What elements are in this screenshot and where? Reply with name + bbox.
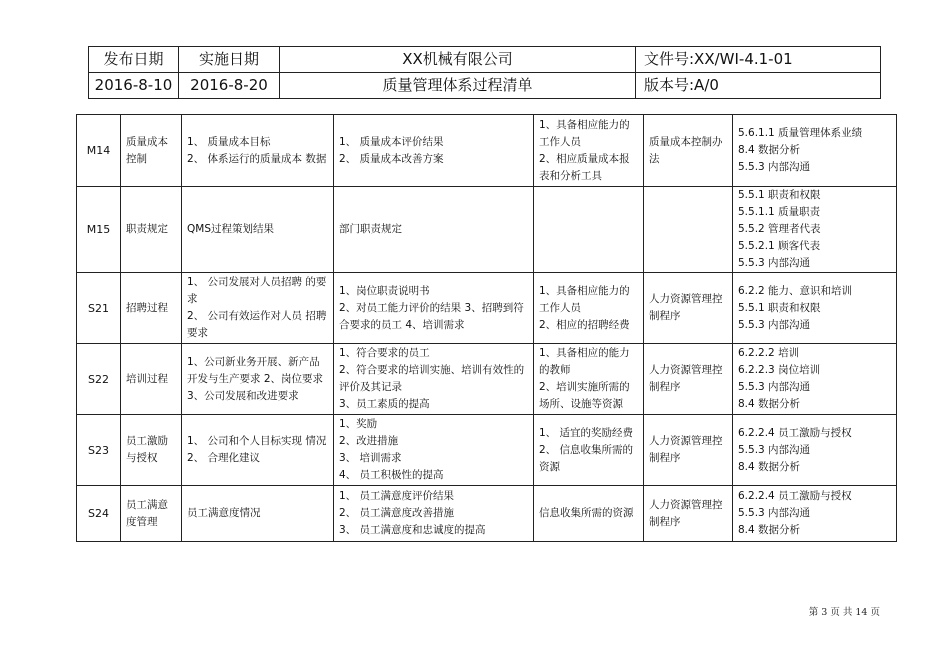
standard-clauses-line: 5.5.3 内部沟通 (738, 381, 811, 393)
standard-clauses-line: 5.5.1 职责和权限 (738, 301, 821, 314)
process-table (76, 114, 897, 542)
process-output-line: 3、 员工满意度和忠诚度的提高 (339, 524, 486, 536)
process-input-line: 3、公司发展和改进要求 (187, 389, 299, 402)
process-resources (534, 415, 644, 486)
process-code: M14 (77, 115, 121, 187)
standard-clauses-line: 5.5.1.1 质量职责 (738, 206, 821, 218)
process-input (182, 115, 334, 187)
process-resources-line: 2、 信息收集所需的资源 (539, 443, 634, 473)
table-row (77, 115, 897, 187)
standard-clauses-line: 5.5.3 内部沟通 (738, 443, 811, 456)
standard-clauses-line: 8.4 数据分析 (738, 144, 801, 156)
process-code: M15 (77, 187, 121, 273)
process-input (182, 415, 334, 486)
effective-date: 2016-8-20 (179, 73, 280, 99)
process-output-line: 1、奖励 (339, 418, 378, 430)
standard-clauses-line: 8.4 数据分析 (738, 398, 801, 410)
process-resources (534, 344, 644, 415)
process-input-line: 2、 合理化建议 (187, 452, 261, 464)
table-row (77, 273, 897, 344)
process-procedure-line: 质量成本控制办法 (649, 135, 723, 165)
process-resources-line: 2、培训实施所需的场所、设施等资源 (539, 381, 630, 410)
process-name: 员工满意度管理 (121, 486, 182, 542)
company-name: XX机械有限公司 (280, 47, 636, 73)
process-resources (534, 187, 644, 273)
page-number: 第 3 页 共 14 页 (808, 607, 880, 618)
process-output-line: 2、 员工满意度改善措施 (339, 507, 455, 519)
process-output-line: 4、 员工积极性的提高 (339, 469, 444, 481)
process-output (334, 273, 534, 344)
issue-date: 2016-8-10 (89, 73, 179, 99)
process-output (334, 115, 534, 187)
standard-clauses-line: 6.2.2.4 员工激励与授权 (738, 490, 852, 502)
standard-clauses-line: 6.2.2.2 培训 (738, 347, 800, 359)
process-output (334, 415, 534, 486)
standard-clauses (733, 273, 897, 344)
process-input-line: 1、 公司发展对人员招聘 的要求 (187, 276, 327, 305)
process-output-line: 部门职责规定 (339, 223, 402, 235)
process-output (334, 486, 534, 542)
standard-clauses-line: 8.4 数据分析 (738, 524, 801, 536)
process-resources (534, 486, 644, 542)
standard-clauses (733, 486, 897, 542)
process-resources-line: 1、具备相应的能力的教师 (539, 347, 630, 376)
standard-clauses-line: 5.5.3 内部沟通 (738, 257, 811, 269)
standard-clauses-line: 6.2.2.4 员工激励与授权 (738, 426, 852, 439)
standard-clauses-line: 5.6.1.1 质量管理体系业绩 (738, 127, 863, 139)
process-output-line: 3、 培训需求 (339, 452, 402, 464)
process-output-line: 2、 质量成本改善方案 (339, 152, 444, 165)
process-procedure (644, 415, 733, 486)
standard-clauses-line: 5.5.2 管理者代表 (738, 223, 821, 235)
process-output-line: 1、 质量成本评价结果 (339, 135, 444, 148)
document-header (88, 46, 881, 99)
process-input-line: 1、 公司和个人目标实现 情况 (187, 435, 327, 447)
standard-clauses-line: 5.5.1 职责和权限 (738, 189, 821, 201)
standard-clauses-line: 5.5.3 内部沟通 (738, 507, 811, 519)
process-resources (534, 115, 644, 187)
process-code: S21 (77, 273, 121, 344)
process-output (334, 344, 534, 415)
process-procedure (644, 344, 733, 415)
process-input-line: 1、 质量成本目标 (187, 135, 271, 148)
standard-clauses-line: 6.2.2 能力、意识和培训 (738, 284, 853, 297)
table-row (77, 187, 897, 273)
issue-date-label: 发布日期 (89, 47, 179, 73)
process-input (182, 187, 334, 273)
process-resources (534, 273, 644, 344)
standard-clauses (733, 115, 897, 187)
standard-clauses-line: 6.2.2.3 岗位培训 (738, 364, 821, 376)
process-input-line: 2、 体系运行的质量成本 数据 (187, 152, 327, 165)
standard-clauses-line: 5.5.3 内部沟通 (738, 318, 811, 331)
process-output-line: 1、符合要求的员工 (339, 347, 430, 359)
process-procedure (644, 187, 733, 273)
process-output-line: 2、符合要求的培训实施、培训有效性的评价及其记录 (339, 364, 525, 393)
standard-clauses-line: 5.5.3 内部沟通 (738, 161, 811, 173)
process-name: 培训过程 (121, 344, 182, 415)
effective-date-label: 实施日期 (179, 47, 280, 73)
process-code: S24 (77, 486, 121, 542)
process-name: 质量成本控制 (121, 115, 182, 187)
table-row (77, 344, 897, 415)
process-procedure-line: 人力资源管理控制程序 (649, 293, 723, 322)
process-procedure-line: 人力资源管理控制程序 (649, 498, 723, 528)
process-resources-line: 1、具备相应能力的工作人员 (539, 284, 630, 314)
process-procedure-line: 人力资源管理控制程序 (649, 435, 723, 464)
process-input (182, 486, 334, 542)
process-resources-line: 1、具备相应能力的工作人员 (539, 118, 630, 148)
process-output-line: 1、岗位职责说明书 (339, 284, 430, 297)
process-input (182, 273, 334, 344)
process-name: 员工激励与授权 (121, 415, 182, 486)
process-output (334, 187, 534, 273)
process-procedure (644, 273, 733, 344)
process-code: S22 (77, 344, 121, 415)
process-input-line: QMS过程策划结果 (187, 223, 274, 235)
process-procedure (644, 486, 733, 542)
process-resources-line: 2、相应质量成本报表和分析工具 (539, 152, 630, 182)
standard-clauses (733, 187, 897, 273)
process-output-line: 1、 员工满意度评价结果 (339, 490, 455, 502)
process-input-line: 员工满意度情况 (187, 507, 261, 519)
process-output-line: 2、对员工能力评价的结果 3、招聘到符合要求的员工 4、培训需求 (339, 301, 524, 331)
version-number: 版本号:A/0 (636, 73, 881, 99)
standard-clauses (733, 415, 897, 486)
standard-clauses (733, 344, 897, 415)
document-title: 质量管理体系过程清单 (280, 73, 636, 99)
process-name: 职责规定 (121, 187, 182, 273)
process-output-line: 3、员工素质的提高 (339, 398, 430, 410)
process-code: S23 (77, 415, 121, 486)
process-output-line: 2、改进措施 (339, 435, 399, 447)
header-row-1 (89, 47, 881, 73)
process-resources-line: 信息收集所需的资源 (539, 507, 634, 519)
header-row-2 (89, 73, 881, 99)
process-procedure-line: 人力资源管理控制程序 (649, 364, 723, 393)
standard-clauses-line: 5.5.2.1 顾客代表 (738, 240, 821, 252)
process-name: 招聘过程 (121, 273, 182, 344)
document-number: 文件号:XX/WI-4.1-01 (636, 47, 881, 73)
process-resources-line: 1、 适宜的奖励经费 (539, 426, 634, 439)
table-row (77, 415, 897, 486)
process-input-line: 2、 公司有效运作对人员 招聘要求 (187, 310, 327, 339)
process-input (182, 344, 334, 415)
table-row (77, 486, 897, 542)
process-procedure (644, 115, 733, 187)
standard-clauses-line: 8.4 数据分析 (738, 460, 801, 473)
process-input-line: 1、公司新业务开展、新产品开发与生产要求 2、岗位要求 (187, 355, 324, 385)
process-resources-line: 2、相应的招聘经费 (539, 318, 630, 331)
